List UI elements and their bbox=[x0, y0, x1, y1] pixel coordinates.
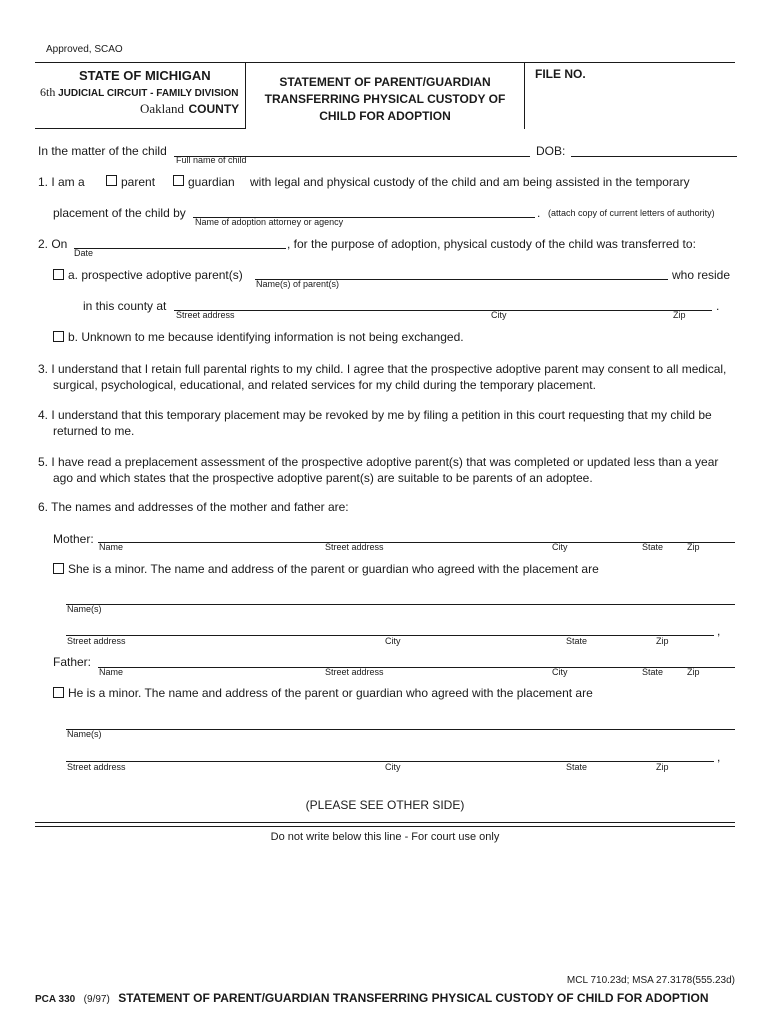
mother-guardian-city-caption: City bbox=[385, 636, 401, 646]
transfer-date-caption: Date bbox=[74, 248, 94, 258]
county-line bbox=[140, 100, 239, 118]
attorney-agency-caption: Name of adoption attorney or agency bbox=[195, 217, 344, 227]
county-address-field[interactable] bbox=[174, 310, 712, 311]
county-zip-caption: Zip bbox=[673, 310, 686, 320]
county-name: Oakland bbox=[140, 101, 185, 116]
approval-note: Approved, SCAO bbox=[46, 44, 123, 55]
header-divider-left bbox=[245, 62, 246, 129]
mother-guardian-comma: , bbox=[717, 624, 721, 638]
father-minor-label: He is a minor. The name and address of the parent or guardian who agreed with the placement are bbox=[68, 686, 593, 700]
file-number-label: FILE NO. bbox=[535, 67, 586, 81]
father-guardian-street-caption: Street address bbox=[67, 762, 126, 772]
adoptive-parents-caption: Name(s) of parent(s) bbox=[256, 279, 340, 289]
header-top-rule bbox=[35, 62, 735, 63]
mother-zip-caption: Zip bbox=[687, 542, 700, 552]
parent-checkbox[interactable] bbox=[106, 175, 117, 186]
item1-number: 1. I am a bbox=[38, 175, 85, 189]
header-divider-right bbox=[524, 62, 525, 129]
item6-text: 6. The names and addresses of the mother and father are: bbox=[38, 500, 349, 514]
form-title-line-2: TRANSFERRING PHYSICAL CUSTODY OF bbox=[264, 92, 506, 106]
who-reside-label: who reside bbox=[672, 268, 731, 282]
form-title-line-3: CHILD FOR ADOPTION bbox=[319, 109, 451, 123]
mother-minor-label: She is a minor. The name and address of the parent or guardian who agreed with the placement are bbox=[68, 562, 599, 576]
father-state-caption: State bbox=[642, 667, 664, 677]
item1-text: with legal and physical custody of the child and am being assisted in the temporary bbox=[250, 175, 690, 189]
mother-guardian-names-caption: Name(s) bbox=[67, 604, 102, 614]
unknown-checkbox[interactable] bbox=[53, 331, 64, 342]
dob-field[interactable] bbox=[571, 156, 737, 157]
mother-minor-checkbox[interactable] bbox=[53, 563, 64, 574]
adoptive-parents-label: a. prospective adoptive parent(s) bbox=[68, 268, 243, 282]
footer-form-title: STATEMENT OF PARENT/GUARDIAN TRANSFERRING PHYSICAL CUSTODY OF CHILD FOR ADOPTION bbox=[118, 991, 709, 1005]
father-guardian-names-field[interactable] bbox=[66, 729, 735, 730]
item5-text bbox=[38, 454, 738, 486]
county-label: COUNTY bbox=[188, 102, 240, 116]
father-guardian-comma: , bbox=[717, 750, 721, 764]
form-date: (9/97) bbox=[83, 994, 110, 1005]
mother-guardian-zip-caption: Zip bbox=[656, 636, 669, 646]
court-use-rule-2 bbox=[35, 826, 735, 827]
father-label: Father: bbox=[53, 655, 92, 669]
header-left-bottom-rule bbox=[35, 128, 245, 129]
statute-reference: MCL 710.23d; MSA 27.3178(555.23d) bbox=[566, 975, 735, 986]
parent-label: parent bbox=[121, 175, 156, 189]
mother-address-field[interactable] bbox=[98, 542, 735, 543]
court-use-note: Do not write below this line - For court use only bbox=[270, 831, 500, 843]
form-number: PCA 330 bbox=[35, 994, 76, 1005]
guardian-label: guardian bbox=[188, 175, 235, 189]
form-title bbox=[247, 74, 523, 125]
county-address-period: . bbox=[716, 299, 720, 313]
county-street-caption: Street address bbox=[176, 310, 235, 320]
circuit-number: 6th bbox=[40, 85, 56, 99]
court-use-rule-1 bbox=[35, 822, 735, 823]
item3-body: 3. I understand that I retain full parental rights to my child. I agree that the prospective adoptive parent may consent to all medical, surgical, psychological, educational, and related services for my child during the temporary placement. bbox=[38, 362, 727, 392]
child-name-caption: Full name of child bbox=[176, 155, 247, 165]
father-zip-caption: Zip bbox=[687, 667, 700, 677]
item2-number: 2. On bbox=[38, 237, 68, 251]
mother-city-caption: City bbox=[552, 542, 568, 552]
transfer-date-field[interactable] bbox=[74, 248, 286, 249]
guardian-checkbox[interactable] bbox=[173, 175, 184, 186]
footer-title-line bbox=[35, 989, 708, 1007]
father-guardian-state-caption: State bbox=[566, 762, 588, 772]
item5-body: 5. I have read a preplacement assessment of the prospective adoptive parent(s) that was completed or updated less than a year ago and which states that the prospective adoptive parent(s) are suitable to be parents of an adoptee. bbox=[38, 455, 719, 485]
dob-label: DOB: bbox=[536, 144, 566, 158]
mother-guardian-street-caption: Street address bbox=[67, 636, 126, 646]
father-address-field[interactable] bbox=[98, 667, 735, 668]
circuit-line bbox=[40, 85, 239, 100]
see-other-side: (PLEASE SEE OTHER SIDE) bbox=[305, 798, 465, 812]
mother-guardian-state-caption: State bbox=[566, 636, 588, 646]
mother-street-caption: Street address bbox=[325, 542, 384, 552]
item4-body: 4. I understand that this temporary placement may be revoked by me by filing a petition in this court requesting that my child be returned to me. bbox=[38, 408, 712, 438]
form-title-line-1: STATEMENT OF PARENT/GUARDIAN bbox=[279, 75, 491, 89]
county-city-caption: City bbox=[491, 310, 507, 320]
state-name: STATE OF MICHIGAN bbox=[79, 68, 211, 83]
placement-period: . bbox=[537, 206, 541, 220]
father-name-caption: Name bbox=[99, 667, 124, 677]
father-guardian-city-caption: City bbox=[385, 762, 401, 772]
mother-label: Mother: bbox=[53, 532, 94, 546]
mother-guardian-names-field[interactable] bbox=[66, 604, 735, 605]
county-address-label: in this county at bbox=[83, 299, 167, 313]
father-street-caption: Street address bbox=[325, 667, 384, 677]
mother-state-caption: State bbox=[642, 542, 664, 552]
father-guardian-zip-caption: Zip bbox=[656, 762, 669, 772]
unknown-label: b. Unknown to me because identifying information is not being exchanged. bbox=[68, 330, 464, 344]
placement-label: placement of the child by bbox=[53, 206, 186, 220]
item4-text bbox=[38, 407, 738, 439]
matter-label: In the matter of the child bbox=[38, 144, 167, 158]
father-minor-checkbox[interactable] bbox=[53, 687, 64, 698]
adoptive-parents-checkbox[interactable] bbox=[53, 269, 64, 280]
father-guardian-names-caption: Name(s) bbox=[67, 729, 102, 739]
item2-text: , for the purpose of adoption, physical custody of the child was transferred to: bbox=[287, 237, 696, 251]
father-city-caption: City bbox=[552, 667, 568, 677]
item3-text bbox=[38, 361, 738, 393]
mother-name-caption: Name bbox=[99, 542, 124, 552]
circuit-label: JUDICIAL CIRCUIT - FAMILY DIVISION bbox=[58, 88, 239, 99]
attach-note: (attach copy of current letters of authority) bbox=[548, 208, 715, 218]
